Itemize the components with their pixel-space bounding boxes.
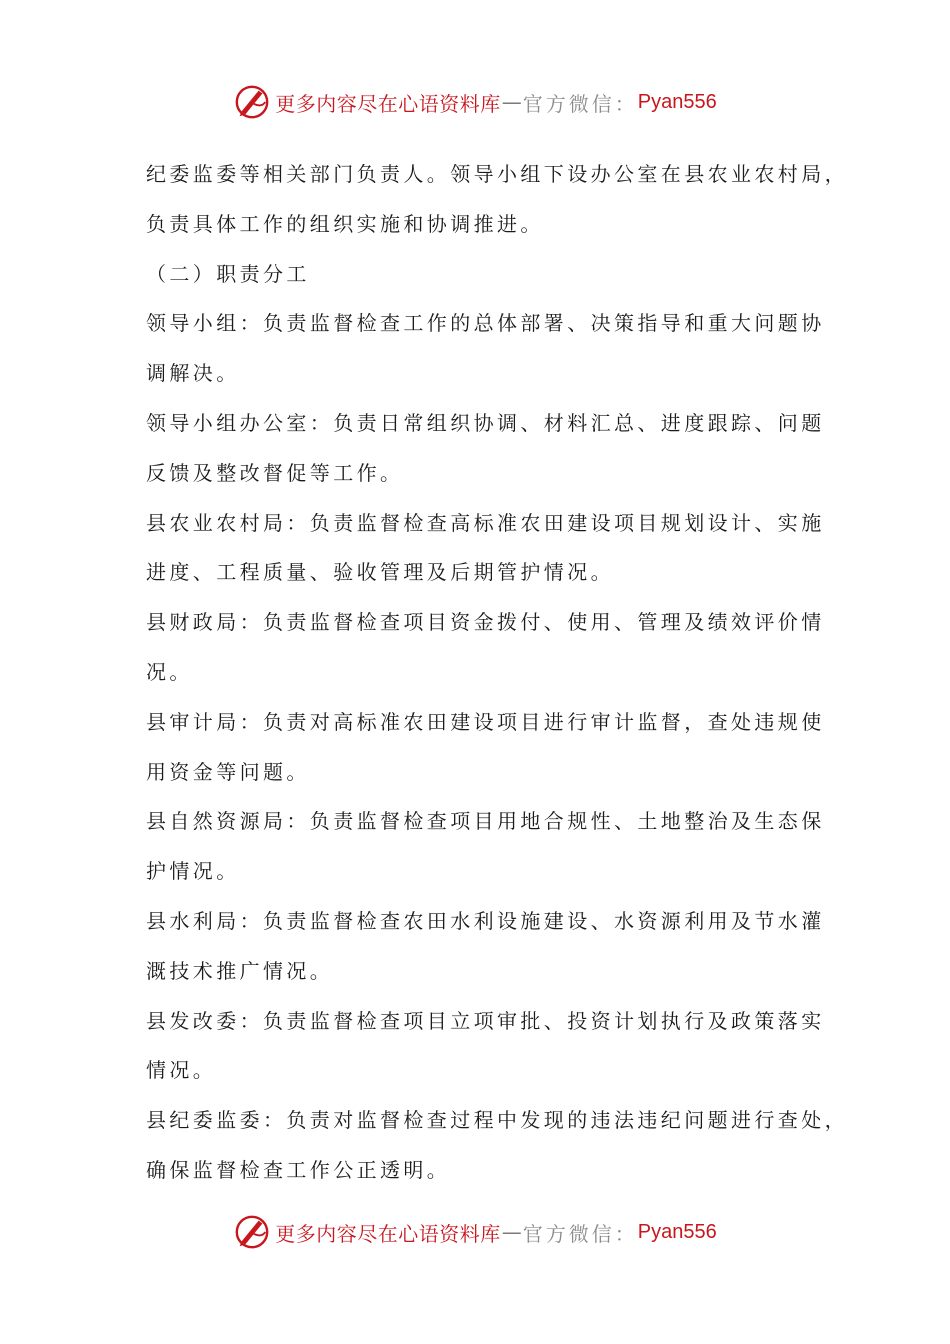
body-line: 进度、工程质量、验收管理及后期管护情况。 [146,560,614,585]
banner-title: 更多内容尽在心语资料库 [275,1221,501,1246]
body-line: 纪委监委等相关部门负责人。领导小组下设办公室在县农业农村局， [146,162,848,186]
header-banner [0,82,950,122]
document-body [146,150,848,1196]
banner-wechat-label: 官方微信： [522,91,638,116]
body-line: 县农业农村局：负责监督检查高标准农田建设项目规划设计、实施 [146,510,825,535]
body-line: 况。 [146,659,193,684]
body-line: 情况。 [146,1058,217,1083]
banner-dash: — [501,1220,522,1244]
body-line: 县水利局：负责监督检查农田水利设施建设、水资源利用及节水灌 [146,908,825,933]
body-line: 反馈及整改督促等工作。 [146,460,404,485]
body-line: 用资金等问题。 [146,759,310,784]
body-line: 县审计局：负责对高标准农田建设项目进行审计监督，查处违规使 [146,709,825,734]
pen-logo-icon [233,83,271,121]
body-line: 县纪委监委：负责对监督检查过程中发现的违法违纪问题进行查处， [146,1108,848,1133]
pen-logo-icon [233,1213,271,1251]
banner-wechat-id: Pyan556 [637,90,717,113]
body-line: 负责具体工作的组织实施和协调推进。 [146,211,544,236]
body-line: 领导小组办公室：负责日常组织协调、材料汇总、进度跟踪、问题 [146,410,825,435]
body-line: 溉技术推广情况。 [146,958,334,983]
body-line: 县自然资源局：负责监督检查项目用地合规性、土地整治及生态保 [146,809,825,834]
section-heading: （二）职责分工 [146,261,310,286]
body-line: 县财政局：负责监督检查项目资金拨付、使用、管理及绩效评价情 [146,610,825,635]
body-line: 领导小组：负责监督检查工作的总体部署、决策指导和重大问题协 [146,311,825,336]
body-line: 县发改委：负责监督检查项目立项审批、投资计划执行及政策落实 [146,1008,825,1033]
banner-title: 更多内容尽在心语资料库 [275,91,501,116]
body-line: 护情况。 [146,859,240,884]
body-line: 调解决。 [146,361,240,386]
banner-wechat-label: 官方微信： [522,1221,638,1246]
body-line: 确保监督检查工作公正透明。 [146,1157,451,1182]
banner-dash: — [501,90,522,114]
banner-wechat-id: Pyan556 [637,1220,717,1243]
footer-banner [0,1212,950,1252]
